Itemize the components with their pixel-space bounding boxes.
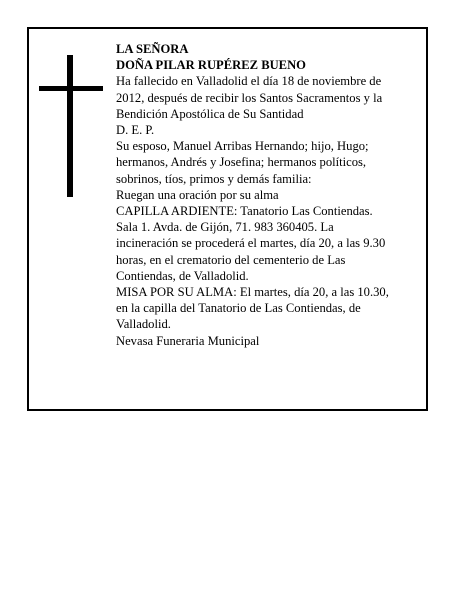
cross-vertical-bar [67,55,73,197]
chapel-line-1: CAPILLA ARDIENTE: Tanatorio Las Contiendas. [116,204,373,219]
obituary-notice-frame [27,27,428,411]
mass-line-2: en la capilla del Tanatorio de Las Contiendas, de [116,301,361,316]
cross-horizontal-bar [39,86,103,91]
cremation-line-1: incineración se procederá el martes, día 20, a las 9.30 [116,236,386,251]
death-announcement-line-3: Bendición Apostólica de Su Santidad [116,106,304,121]
cremation-line-3: Contiendas, de Valladolid. [116,268,249,283]
chapel-line-2: Sala 1. Avda. de Gijón, 71. 983 360405. La [116,220,334,235]
rest-in-peace: D. E. P. [116,123,155,138]
deceased-name: DOÑA PILAR RUPÉREZ BUENO [116,58,306,73]
family-line-3: sobrinos, tíos, primos y demás familia: [116,171,312,186]
obituary-text [116,41,422,349]
death-announcement-line-2: 2012, después de recibir los Santos Sacramentos y la [116,90,383,105]
prayer-request: Ruegan una oración por su alma [116,187,279,202]
latin-cross-icon [39,55,103,197]
deceased-title: LA SEÑORA [116,42,189,56]
cremation-line-2: horas, en el crematorio del cementerio de Las [116,252,346,267]
family-line-2: hermanos, Andrés y Josefina; hermanos políticos, [116,155,367,170]
family-line-1: Su esposo, Manuel Arribas Hernando; hijo, Hugo; [116,139,369,154]
funeral-home: Nevasa Funeraria Municipal [116,333,260,348]
death-announcement-line-1: Ha fallecido en Valladolid el día 18 de noviembre de [116,74,382,89]
mass-line-3: Valladolid. [116,317,171,332]
mass-line-1: MISA POR SU ALMA: El martes, día 20, a las 10.30, [116,285,389,300]
